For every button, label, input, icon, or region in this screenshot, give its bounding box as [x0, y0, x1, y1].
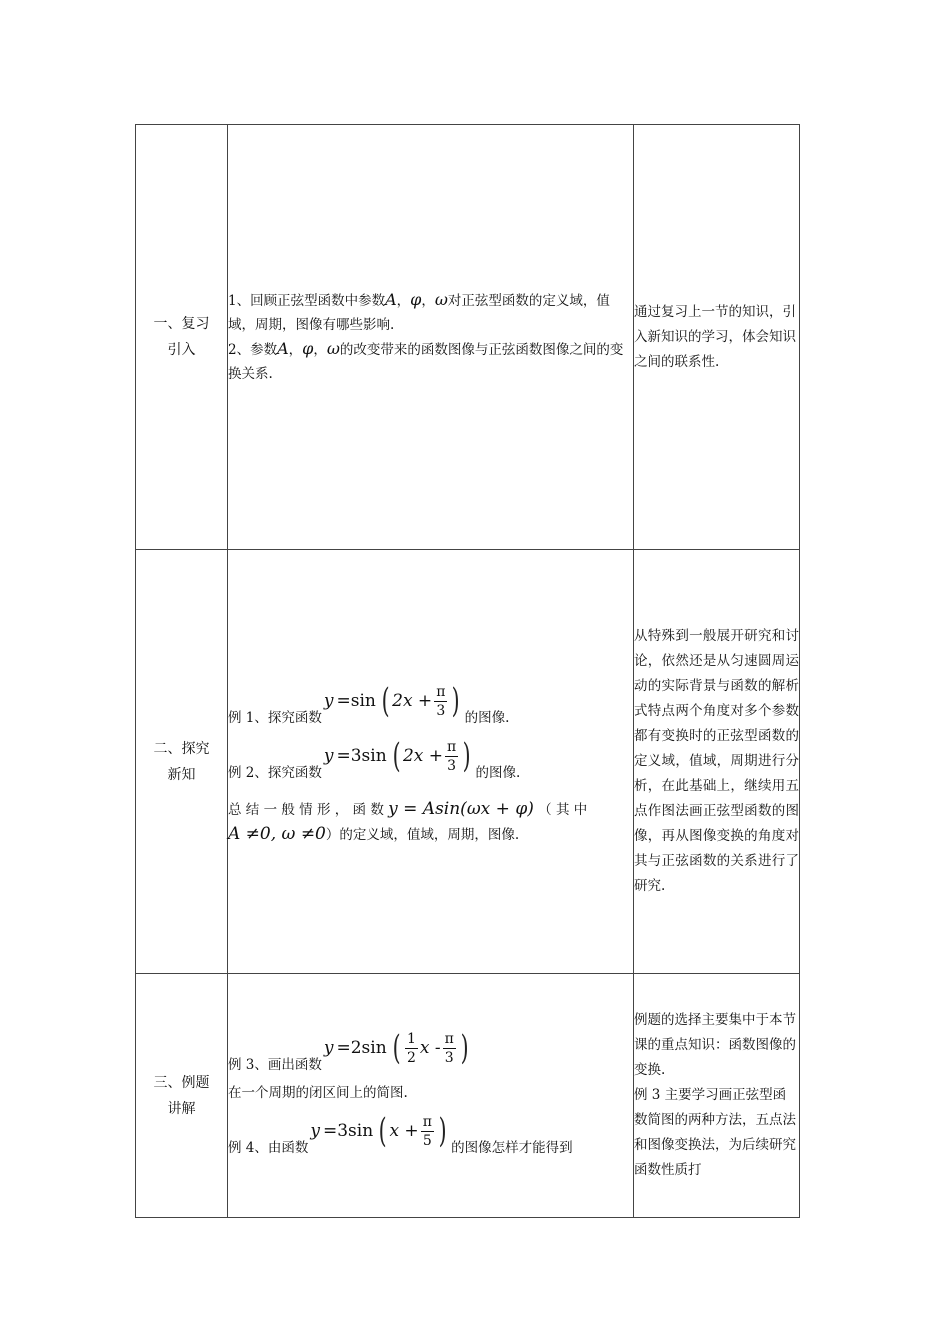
lesson-plan-table [135, 124, 800, 1218]
param-omega: ω [326, 339, 340, 358]
example-4: 例 4、由函数 y =3sin ( x + $\frac{\pi}{5}$ ) 的图像怎样才能得到 [228, 1113, 633, 1162]
stage-cell [136, 125, 228, 550]
stage-cell [136, 550, 228, 974]
stage-label-line1: 三、例题 [153, 1074, 210, 1091]
intent-cell [634, 125, 800, 550]
general-condition: A ≠0, ω ≠0 [228, 823, 326, 844]
param-a: A [385, 290, 397, 309]
stage-label-line1: 二、探究 [153, 740, 210, 757]
table-row [136, 974, 800, 1218]
content-cell [228, 550, 634, 974]
intent-cell [634, 974, 800, 1218]
formula-example-2: y =3sin ( 2x + $\frac{\pi}{3}$ ) [323, 736, 471, 776]
review-item-2: 2、参数A，φ，ω的改变带来的函数图像与正弦函数图像之间的变换关系. [228, 339, 624, 382]
content-cell [228, 974, 634, 1218]
intent-text: 例题的选择主要集中于本节课的重点知识：函数图像的变换. 例 3 主要学习画正弦型函数简图的两种方法，五点法和图像变换法，为后续研究函数性质打 [634, 1012, 796, 1178]
table-row [136, 125, 800, 550]
stage-label-line2: 讲解 [167, 1100, 196, 1117]
param-phi: φ [302, 339, 314, 358]
example-3: 例 3、画出函数 y =2sin ( $\frac{1}{2}$ x - $\frac{\pi}{3}$ ) 在一个周期的闭区间上的简图. [228, 1030, 633, 1107]
stage-cell [136, 974, 228, 1218]
example-1: 例 1、探究函数 y =sin ( 2x + $\frac{\pi}{3}$ ) 的图像. [228, 683, 633, 732]
param-omega: ω [434, 290, 448, 309]
content-cell [228, 125, 634, 550]
intent-cell [634, 550, 800, 974]
table-row [136, 550, 800, 974]
stage-label-line2: 引入 [167, 342, 196, 358]
param-phi: φ [410, 290, 422, 309]
stage-label-line2: 新知 [167, 766, 196, 783]
formula-example-3: y =2sin ( $\frac{1}{2}$ x - $\frac{\pi}{3}$ ) [323, 1028, 469, 1068]
formula-example-1: y =sin ( 2x + $\frac{\pi}{3}$ ) [323, 681, 461, 721]
general-formula: y = Asin(ωx + φ) [388, 798, 534, 819]
general-case: 总 结 一 般 情 形 ， 函 数 y = Asin(ωx + φ) （ 其 中 A ≠0, ω ≠0）的定义域，值域，周期，图像. [228, 798, 588, 844]
param-a: A [277, 339, 289, 358]
review-item-1: 1、回顾正弦型函数中参数A，φ，ω对正弦型函数的定义域，值域，周期，图像有哪些影响. [228, 290, 610, 333]
formula-example-4: y =3sin ( x + $\frac{\pi}{5}$ ) [310, 1111, 447, 1151]
intent-text: 通过复习上一节的知识，引入新知识的学习，体会知识之间的联系性. [634, 303, 796, 370]
example-2: 例 2、探究函数 y =3sin ( 2x + $\frac{\pi}{3}$ ) 的图像. [228, 738, 633, 787]
stage-label-line1: 一、复习 [153, 316, 210, 332]
intent-text: 从特殊到一般展开研究和讨论，依然还是从匀速圆周运动的实际背景与函数的解析式特点两个角度对多个参数都有变换时的正弦型函数的定义域，值域，周期进行分析，在此基础上，继续用五点作图法画正弦型函数的图像，再从图像变换的角度对其与正弦函数的关系进行了研究. [634, 628, 799, 894]
